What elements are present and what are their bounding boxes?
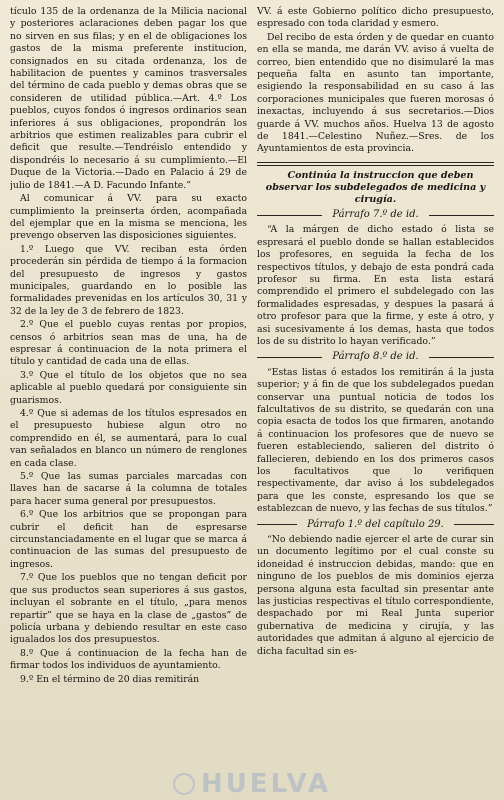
paragraph-heading-29 [257,519,494,531]
left-paragraph-0: tículo 135 de la ordenanza de la Milicia nacional y posteriores aclaraciones deben pagar los que no sirven en sus filas; y en el de obligaciones los gastos de la misma preferente institucion, consignados en su citada ordenanza, los de habilitacion de puentes y caminos trasversales del término de cada pueblo y demas obras que se consideren de utilidad pública.—Art. 4.º Los pueblos, cuyos fondos ó ingresos ordinarios sean inferiores á sus obligaciones, propondrán los arbitrios que estimen realizables para cubrir el deficit que resulte.—Tendréislo entendido y dispondréis lo necesario á su cumplimiento.—El Duque de la Victoria.—Dado en Palacio á 29 de julio de 1841.—A D. Facundo Infante.” [10,6,247,191]
watermark-text: HUELVA [200,769,332,799]
left-paragraph-7: 6.º Que los arbitrios que se propongan para cubrir el deficit han de espresarse circunstanciadamente en el lugar que se marca á continuacion de las sumas del presupuesto de ingresos. [10,509,247,570]
heading-rule-right [429,357,494,358]
left-paragraph-9: 8.º Que á continuacion de la fecha han de firmar todos los individuos de ayuntamiento. [10,647,247,672]
left-paragraph-6: 5.º Que las sumas parciales marcadas con llaves han de sacarse á la columna de totales para hacer suma general por presupuestos. [10,471,247,507]
paragraph-heading-8 [257,351,494,363]
right-intro-paragraph-1: Del recibo de esta órden y de quedar en cuanto en ella se manda, me darán VV. aviso á vuelta de correo, bien entendido que no disimularé la mas pequeña falta en asunto tan importante, esigiendo la responsabilidad en su caso á las corporaciones municipales que fueren morosas ó inexactas, incluyendo á sus secretarios.—Dios guarde á VV. muchos años. Huelva 13 de agosto de 1841.—Celestino Nuñez.—Sres. de los Ayuntamientos de esta provincia. [257,31,494,155]
heading-rule-left [257,215,322,216]
section-8-paragraph: “Estas listas ó estados los remitirán á la justa superior; y á fin de que los subdelegados puedan conservar una puntual noticia de todos los falcultativos de su distrito, se quedarán con una copia esacta de todos los que firmaren, anotando á continuacion los profesores que de nuevo se fueren estableciendo, salieren del distrito ó fallecieren, debiendo en los dos primeros casos los facultativos que lo verifiquen respectivamente, dar aviso á los subdelegados para que les conste, espresando los que se establezcan de nuevo, y las fechas de sus títulos.” [257,366,494,515]
section-29-paragraph: “No debiendo nadie ejercer el arte de curar sin un documento legítimo por el cual conste su idoneidad é instruccion debidas, mando: que en ninguno de los pueblos de mis dominios ejerza persona alguna esta facultad sin presentar ante las justicias respectivas el título correspondiente, despachado por mi Real Junta superior gubernativa de medicina y cirujía, y las autoridades que admitan á alguno al ejercicio de dicha facultad sin es- [257,534,494,657]
paragraph-heading-7-text: Párrafo 7.º de id. [332,208,419,220]
section-title: Continúa la instruccion que deben observar los subdelegados de medicina y cirugía. [265,169,486,205]
heading-rule-right [454,524,494,525]
section-divider [257,162,494,166]
paragraph-heading-29-text: Párrafo 1.º del capítulo 29. [307,518,444,530]
heading-rule-left [257,524,297,525]
paragraph-heading-8-text: Párrafo 8.º de id. [332,351,419,363]
left-paragraph-8: 7.º Que los pueblos que no tengan deficit por que sus productos sean superiores á sus gastos, incluyan el sobrante en el título, „para menos repartir” que se haya en la clase de „gastos” de policía urbana y debiendo resultar en este caso igualados los dos presupuestos. [10,572,247,646]
paragraph-heading-7 [257,209,494,221]
left-paragraph-5: 4.º Que si ademas de los títulos espresados en el presupuesto hubiese algun otro no comprendido en él, se aumentará, para lo cual van señalados en blanco un número de renglones en cada clase. [10,408,247,469]
left-column [10,6,247,786]
left-paragraph-10: 9.º En el término de 20 dias remitirán [20,673,200,685]
heading-rule-right [429,215,494,216]
left-paragraph-1: Al comunicar á VV. para su exacto cumplimiento la preinserta órden, acompañada del ejemplar que en la misma se menciona, les prevengo observen las disposiciones siguientes. [10,193,247,242]
right-intro-paragraph-0: VV. á este Gobierno político dicho presupuesto, espresado con toda claridad y esmero. [257,6,494,30]
heading-rule-left [257,357,322,358]
left-paragraph-2: 1.º Luego que VV. reciban esta órden procederán sin pérdida de tiempo á la formacion del presupuesto de ingresos y gastos municipales, guardando en lo posible las formalidades prevenidas en los artículos 30, 31 y 32 de la ley de 3 de febrero de 1823. [10,243,247,317]
left-paragraph-4: 3.º Que el título de los objetos que no sea aplicable al pueblo quedará por consiguiente sin guarismos. [10,369,247,406]
text-columns [10,6,494,786]
section-7-paragraph: “A la márgen de dicho estado ó lista se espresará el pueblo donde se hallan establecidos los profesores, en seguida la fecha de los respectivos títulos, y debajo de esta pondrá cada profesor su firma. En esta lista estará comprendido el primero el subdelegado con las formalidades espresadas, y despues la pasará á otro profesor para que la firme, y este á otro, y asi sucesivamente á los demas, hasta que todos los de su distrito lo hayan verificado.” [257,224,494,347]
right-column [257,6,494,786]
left-paragraph-3: 2.º Que el pueblo cuyas rentas por propios, censos ó arbitrios sean mas de una, ha de espresar á continuacion de la nota primera el título y cantidad de cada una de ellas. [10,319,247,368]
